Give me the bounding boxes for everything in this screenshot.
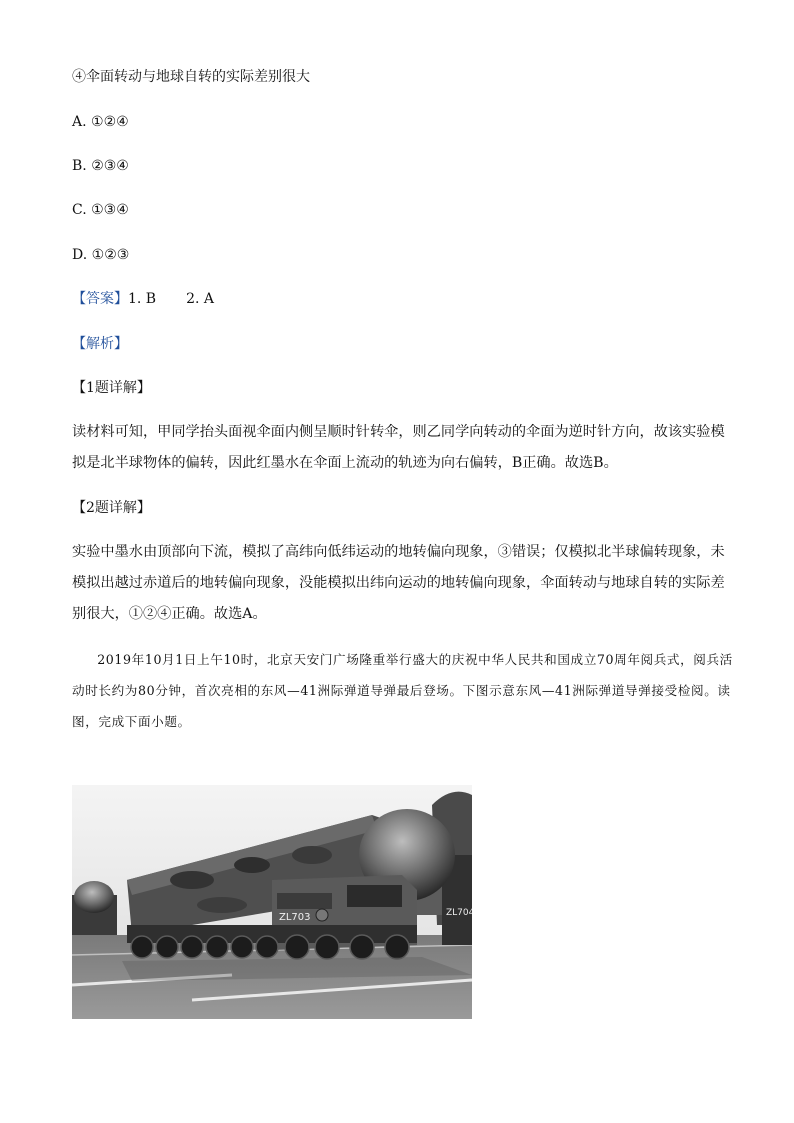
- q2-explanation: 实验中墨水由顶部向下流，模拟了高纬向低纬运动的地转偏向现象，③错误；仅模拟北半球偏转现象，未模拟出越过赤道后的地转偏向现象，没能模拟出纬向运动的地转偏向现象，伞面转动与地球自转的实际差别很大，①②④正确。故选A。: [72, 544, 725, 622]
- option-d-text: ①②③: [91, 247, 130, 263]
- option-a[interactable]: [72, 112, 129, 132]
- answer-1: 1. B: [128, 291, 157, 307]
- plate-right: ZL704: [446, 908, 472, 918]
- option-d[interactable]: [72, 245, 129, 265]
- option-c-text: ①③④: [91, 202, 129, 218]
- option-b-label: B.: [72, 158, 87, 174]
- option-b[interactable]: [72, 156, 129, 176]
- option-a-text: ①②④: [91, 114, 129, 130]
- option-c-label: C.: [72, 202, 87, 218]
- statement-4: ④伞面转动与地球自转的实际差别很大: [72, 69, 310, 85]
- option-c[interactable]: [72, 200, 129, 220]
- option-a-label: A.: [72, 114, 87, 130]
- option-d-label: D.: [72, 247, 88, 263]
- q2-title: 【2题详解】: [72, 500, 151, 516]
- answer-2: 2. A: [186, 291, 215, 307]
- answer-tag: 【答案】: [72, 291, 128, 307]
- plate-left: ZL703: [279, 912, 311, 923]
- missile-parade-photo: [72, 785, 472, 1019]
- option-b-text: ②③④: [91, 158, 129, 174]
- q1-explanation: 读材料可知，甲同学抬头面视伞面内侧呈顺时针转伞，则乙同学向转动的伞面为逆时针方向，故该实验模拟是北半球物体的偏转，因此红墨水在伞面上流动的轨迹为向右偏转，B正确。故选B。: [72, 424, 725, 471]
- answer-line: [72, 289, 214, 309]
- material-text: 2019年10月1日上午10时，北京天安门广场隆重举行盛大的庆祝中华人民共和国成立70周年阅兵式，阅兵活动时长约为80分钟，首次亮相的东风—41洲际弹道导弹最后登场。下图示意东风—41洲际弹道导弹接受检阅。读图，完成下面小题。: [72, 652, 733, 729]
- q1-title: 【1题详解】: [72, 380, 151, 396]
- analysis-tag: 【解析】: [72, 336, 128, 352]
